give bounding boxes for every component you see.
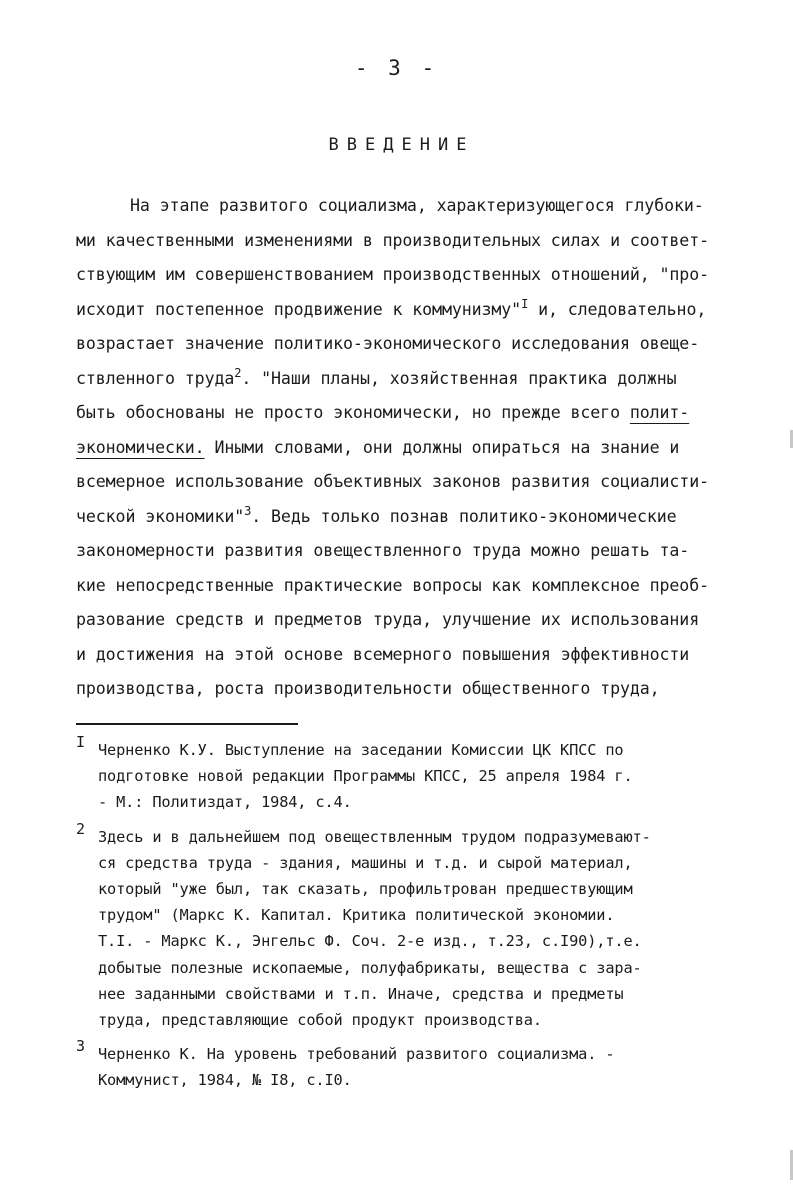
footnote-divider [76, 723, 298, 725]
footnote-2 [76, 819, 756, 1034]
text-run: быть обоснованы не просто экономически, но прежде всего [76, 403, 630, 422]
footnote-line: подготовке новой редакции Программы КПСС, 25 апреля 1984 г. [98, 767, 633, 786]
body-line [76, 638, 756, 673]
text-run: исходит постепенное продвижение к коммунизму" [76, 299, 522, 319]
footnote-mark: 2 [76, 819, 86, 838]
text-run: возрастает значение политико-экономического исследования овеще- [76, 334, 700, 353]
footnote-line: Черненко К.У. Выступление на заседании Комиссии ЦК КПСС по [98, 741, 624, 759]
body-line [76, 258, 756, 293]
text-run: производства, роста производительности общественного труда, [76, 679, 660, 698]
body-line [76, 327, 756, 362]
footnote-line: ся средства труда - здания, машины и т.д. и сырой материал, [98, 853, 633, 872]
text-run: ствующим им совершенствованием производственных отношений, "про- [76, 265, 709, 284]
text-run: всемерное использование объективных законов развития социалисти- [76, 472, 709, 491]
text-run: закономерности развития овеществленного труда можно решать та- [76, 541, 690, 560]
body-line [76, 189, 756, 224]
footnote-line: Т.I. - Маркс К., Энгельс Ф. Соч. 2-е изд., т.23, с.I90),т.е. [98, 932, 642, 951]
body-line [76, 534, 756, 569]
page-number: - 3 - [354, 56, 439, 80]
footnote-1 [76, 733, 756, 816]
text-run: . Ведь только познав политико-экономические [251, 506, 677, 526]
body-text [76, 189, 756, 707]
text-run: ми качественными изменениями в производительных силах и соответ- [76, 230, 709, 250]
underlined-text: экономически. [76, 437, 205, 457]
footnote-line: - М.: Политиздат, 1984, с.4. [98, 793, 352, 812]
text-run: . "Наши планы, хозяйственная практика должны [241, 368, 677, 388]
text-run: На этапе развитого социализма, характеризующегося глубоки- [130, 196, 704, 215]
text-run: разование средств и предметов труда, улучшение их использования [76, 610, 700, 629]
body-line [76, 431, 756, 466]
footnote-ref: 2 [234, 365, 242, 380]
body-line [76, 500, 756, 535]
footnote-line: добытые полезные ископаемые, полуфабрикаты, вещества с зара- [98, 958, 642, 977]
text-run: и, следовательно, [528, 299, 707, 319]
body-line [76, 465, 756, 500]
footnote-line: труда, представляющие собой продукт производства. [98, 1010, 542, 1029]
footnote-line: Здесь и в дальнейшем под овеществленным трудом подразумевают- [98, 827, 651, 846]
footnote-ref: I [521, 296, 529, 311]
footnote-line: который "уже был, так сказать, профильтрован предшествующим [98, 879, 633, 898]
footnote-mark: I [76, 733, 86, 751]
text-run: ствленного труда [76, 368, 235, 388]
body-line [76, 603, 756, 638]
body-line [76, 293, 756, 328]
body-line [76, 569, 756, 604]
footnote-line: трудом" (Маркс К. Капитал. Критика политической экономии. [98, 906, 615, 925]
footnotes [76, 733, 756, 1101]
text-run: кие непосредственные практические вопросы как комплексное преоб- [76, 575, 709, 595]
body-line [76, 396, 756, 431]
footnote-line: Коммунист, 1984, № I8, с.I0. [98, 1071, 352, 1090]
footnote-mark: 3 [76, 1037, 86, 1056]
text-run: и достижения на этой основе всемерного повышения эффективности [76, 644, 690, 664]
underlined-text: полит- [629, 403, 690, 422]
footnote-ref: 3 [244, 503, 252, 518]
section-heading: ВВЕДЕНИЕ [328, 135, 475, 155]
text-run: ческой экономики" [76, 506, 245, 526]
footnote-3 [76, 1037, 756, 1093]
body-line [76, 224, 756, 259]
footnote-line: Черненко К. На уровень требований развитого социализма. - [98, 1045, 615, 1064]
footnote-line: нее заданными свойствами и т.п. Иначе, средства и предметы [98, 984, 624, 1003]
text-run: Иными словами, они должны опираться на знание и [204, 437, 680, 457]
body-line [76, 362, 756, 397]
body-line [76, 672, 756, 707]
